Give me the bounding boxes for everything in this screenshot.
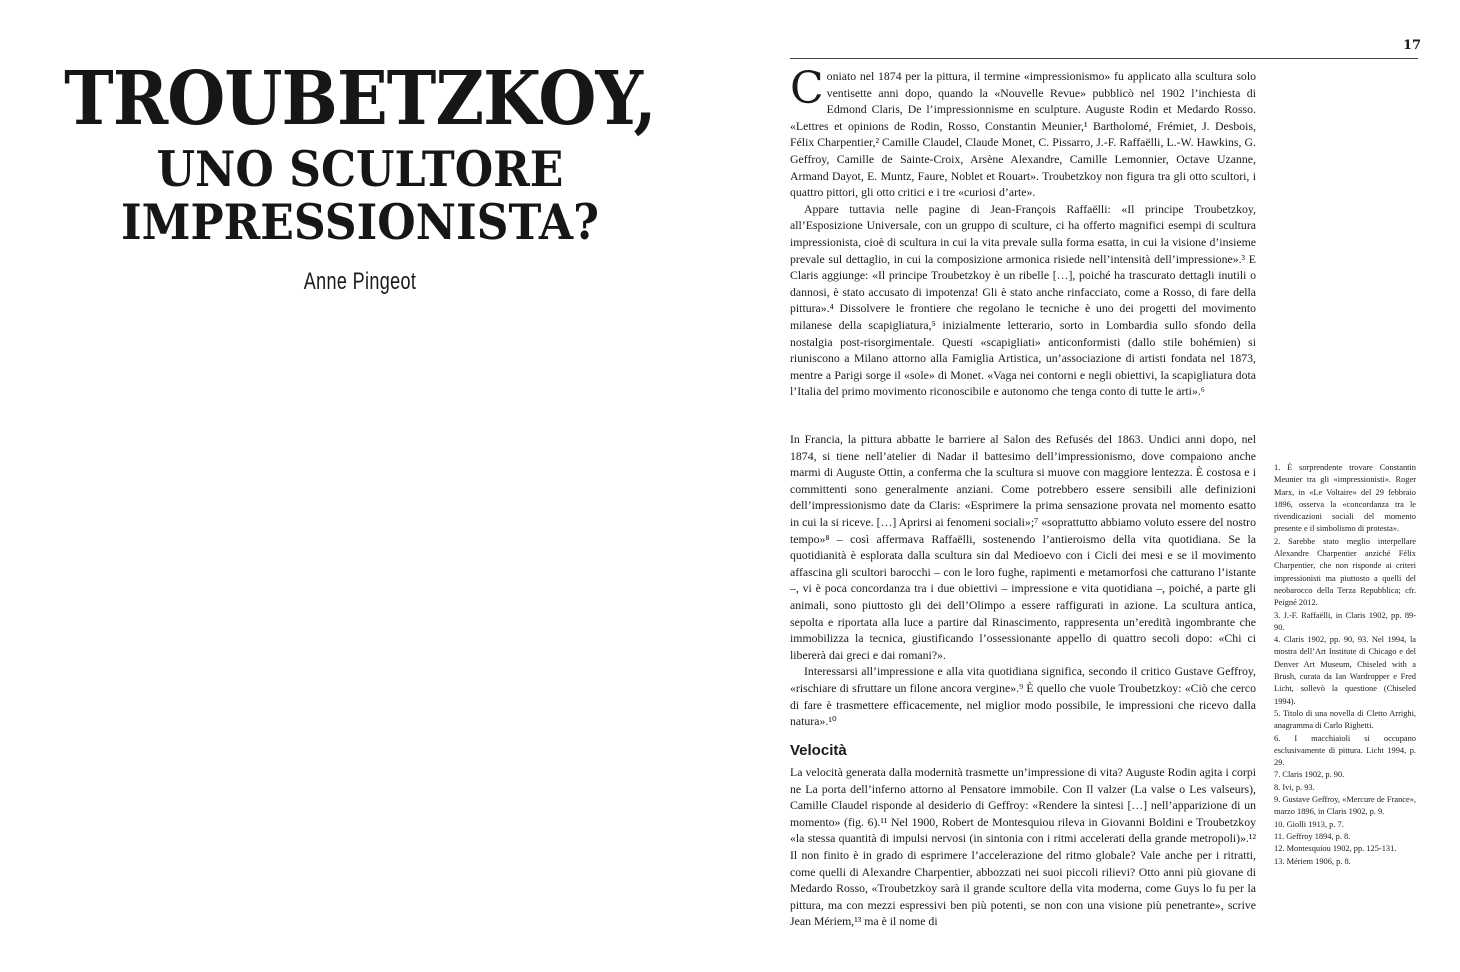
footnote: 4. Claris 1902, pp. 90, 93. Nel 1994, la mostra dell’Art Institute di Chicago e del Denver Art Museum, Chiseled with a Brush, curata da Ian Wardropper e Fred Licht, sollevò la questione (Chiseled 1994). <box>1274 635 1416 706</box>
footnote: 9. Gustave Geffroy, «Mercure de France», marzo 1896, in Claris 1902, p. 9. <box>1274 795 1416 817</box>
intro-paragraph-2: Appare tuttavia nelle pagine di Jean-François Raffaëlli: «Il principe Troubetzkoy, all’Esposizione Universale, con un gruppo di sculture, ci ha offerto magnifici esempi di scultura impressionista, cioè di scultura in cui la vita prevale sulla forma esatta, in cui la visione d’insieme prevale sul dettaglio, in cui la composizione armonica risiede nell’intensità dell’impressione».³ E Claris aggiunge: «Il principe Troubetzkoy è un ribelle […], poiché ha trascurato dettagli inutili o dannosi, è stato accusato di impotenza! Gli è stato anche rinfacciato, come a Rosso, di fare della pittura».⁴ Dissolvere le frontiere che regolano le tecniche è uno dei progetti del movimento milanese della scapigliatura,⁵ inizialmente letterario, sorto in Lombardia sullo sfondo della nostalgia post-risorgimentale. Questi «scapigliati» anticonformisti (dallo stile bohémien) si riuniscono a Milano attorno alla Famiglia Artistica, un’associazione di artisti fondata nel 1873, mentre a Parigi sorge il «sole» di Monet. «Vaga nei contorni e negli obiettivi, la scapigliatura dota l’Italia del primo movimento riconoscibile e autonomo che tenga conto di tutte le arti».⁶ <box>790 201 1256 399</box>
footnote: 5. Titolo di una novella di Cletto Arrighi, anagramma di Carlo Righetti. <box>1274 708 1416 731</box>
footnote: 1. È sorprendente trovare Constantin Meunier tra gli «impressionisti». Roger Marx, in «Le Voltaire» del 29 febbraio 1896, osserva la «concordanza tra le rivendicazioni sociali del momento presente e il simbolismo di protesta». <box>1274 463 1416 534</box>
footnote: 10. Giolli 1913, p. 7. <box>1274 819 1344 829</box>
title-line-1: TROUBETZKOY, <box>64 56 656 142</box>
footnote: 12. Montesquiou 1902, pp. 125-131. <box>1274 844 1397 854</box>
section-2-paragraph-2: Interessarsi all’impressione e alla vita quotidiana significa, secondo il critico Gustave Geffroy, «rischiare di sfruttare un filone ancora vergine».⁹ È quello che vuole Troubetzkoy: «Ciò che cerco di fare è trasmettere efficacemente, nel miglior modo possibile, le impressioni che ricevo dalla natura».¹⁰ <box>790 664 1256 729</box>
footnote: 2. Sarebbe stato meglio interpellare Alexandre Charpentier anziché Félix Charpentier, che non risponde ai criteri impressionisti ma piuttosto a quelli del neobarocco della Terza Repubblica; cfr. Peigné 2012. <box>1274 536 1416 608</box>
section-2-text <box>790 431 1256 730</box>
drop-cap: C <box>790 63 824 114</box>
intro-paragraph-1-text: oniato nel 1874 per la pittura, il termine «impressionismo» fu applicato alla scultura solo ventisette anni dopo, quando la «Nouvelle Revue» pubblicò nel 1902 l’inchiesta di Edmond Claris, De l’impressionnisme en sculpture. Auguste Rodin et Medardo Rosso. «Lettres et opinions de Rodin, Rosso, Constantin Meunier,¹ Bartholomé, Frémiet, J. Desbois, Félix Charpentier,² Camille Claudel, Claude Monet, C. Pissarro, J.-F. Raffaëlli, L.-W. Hawkins, G. Geffroy, Camille de Sainte-Croix, Arsène Alexandre, Camille Lemonnier, Octave Uzanne, Armand Dayot, E. Muntz, Faure, Noblet et Rouart». Troubetzkoy non figura tra gli otto scultori, i quattro pittori, gli otto critici e i tre «curiosi d’arte». <box>790 69 1256 200</box>
title-line-2: UNO SCULTORE <box>156 140 564 198</box>
footnote: 8. Ivi, p. 93. <box>1274 782 1315 792</box>
intro-paragraph-1 <box>790 63 1256 201</box>
page-number: 17 <box>1403 38 1422 53</box>
footnote: 13. Mériem 1906, p. 8. <box>1274 856 1351 866</box>
section-3-text <box>790 764 1256 930</box>
author-name: Anne Pingeot <box>303 268 417 295</box>
section-2-paragraph-1: In Francia, la pittura abbatte le barriere al Salon des Refusés del 1863. Undici anni dopo, nel 1874, si tiene nell’atelier di Nadar il battesimo dell’impressionismo, dove compaiono anche marmi di Auguste Ottin, a conferma che la scultura si muove con maggiore lentezza. È costosa e i committenti sono generalmente anziani. Come potrebbero essere sensibili alle definizioni dell’impressionismo date da Claris: «Esprimere la prima sensazione provata nel momento esatto in cui la si riceve. […] Aprirsi ai fenomeni sociali»;⁷ «soprattutto abbiamo voluto essere del nostro tempo»⁸ – così affermava Raffaëlli, sostenendo l’antieroismo della vita quotidiana. Se la quotidianità è esplorata dalla scultura sin dal Medioevo con i Cicli dei mesi e se il movimento affascina gli scultori barocchi – con le loro fughe, rapimenti e metamorfosi che catturano l’istante –, vi è poca concordanza tra i due obiettivi – impressione e vita quotidiana –, poiché, a parte gli animali, sono piuttosto gli dei dell’Olimpo a essere raffigurati in azione. La scultura antica, sepolta e riportata alla luce a partire dal Rinascimento, rappresenta un’eredità ingombrante che immobilizza la tecnica, giustificando l’ossessionante appello di quattro secoli dopo: «Chi ci libererà dai greci e dai romani?». <box>790 432 1256 662</box>
section-heading-velocita: Velocità <box>790 742 847 759</box>
footnote: 3. J.-F. Raffaëlli, in Claris 1902, pp. 89-90. <box>1274 610 1416 632</box>
footnotes <box>1274 462 1416 868</box>
left-page <box>0 0 720 972</box>
intro-text <box>790 63 1256 400</box>
section-3-paragraph-1: La velocità generata dalla modernità trasmette un’impressione di vita? Auguste Rodin agita i corpi ne La porta dell’inferno attorno al Pensatore immobile. Con Il valzer (La valse o Les valseurs), Camille Claudel risponde al desiderio di Geffroy: «Rendere la sintesi […] nell’apparizione di un momento» (fig. 6).¹¹ Nel 1900, Robert de Montesquiou rileva in Giovanni Boldini e Troubetzkoy «la stessa quantità di impulsi nervosi (in sintonia con i ritmi accelerati della grande metropoli)».¹² Il non finito è in grado di esprimere l’accelerazione del ritmo globale? Vale anche per i ritratti, come quelli di Alexandre Charpentier, abbozzati nei suoi piccoli rilievi? Otto anni più giovane di Medardo Rosso, «Troubetzkoy sarà il grande scultore della vita moderna, come Guys lo fu per la pittura, ma con mezzi espressivi ben più potenti, se non con una visione più penetrante», scrive Jean Mériem,¹³ ma è il nome di <box>790 765 1256 929</box>
header-rule <box>790 58 1418 59</box>
title-line-3: IMPRESSIONISTA? <box>121 193 599 251</box>
footnote: 6. I macchiaioli si occupano esclusivamente di pittura. Licht 1994, p. 29. <box>1274 733 1416 768</box>
footnote: 11. Geffroy 1894, p. 8. <box>1274 831 1351 841</box>
footnote: 7. Claris 1902, p. 90. <box>1274 770 1345 780</box>
right-page <box>720 0 1460 972</box>
